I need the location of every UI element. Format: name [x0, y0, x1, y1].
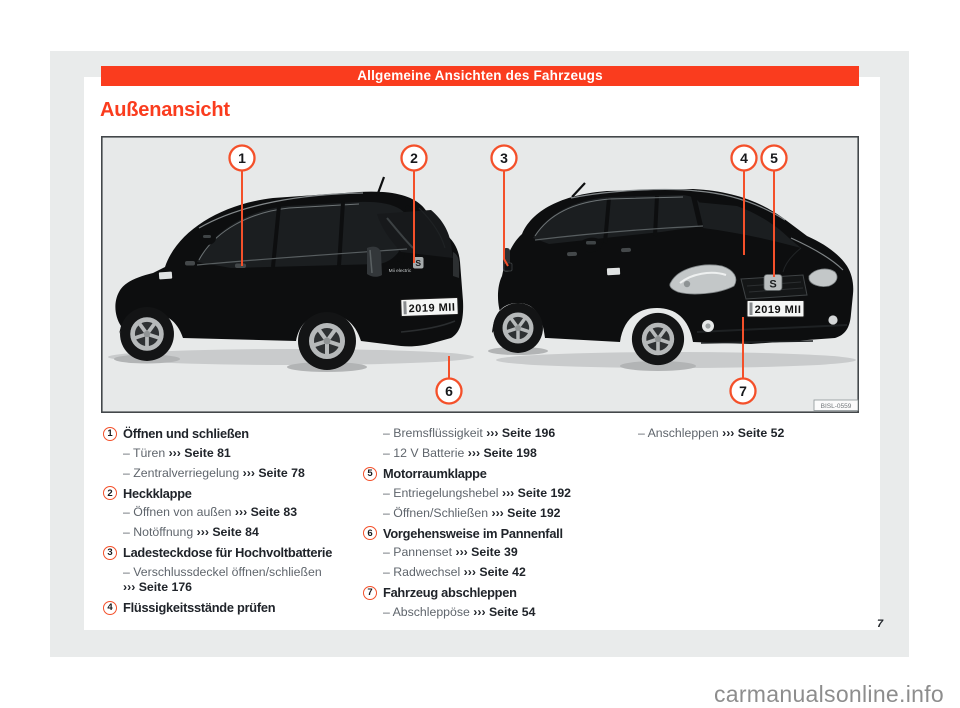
- legend-subitem-text: – Zentralverriegelung: [123, 465, 243, 480]
- tailgate-badge-text: Mii electric: [388, 269, 412, 274]
- legend-page-ref: ››› Seite 198: [467, 446, 537, 460]
- legend-subitem-text: – Öffnen/Schließen: [383, 505, 492, 520]
- svg-text:S: S: [769, 278, 777, 291]
- door-handle: [185, 261, 195, 266]
- legend-page-ref: ››› Seite 192: [491, 505, 561, 520]
- legend-item-number-badge: 7: [363, 586, 377, 600]
- legend-item: [363, 585, 615, 600]
- legend-item-label: Vorgehensweise im Pannenfall: [383, 525, 563, 541]
- legend-column-2: [363, 426, 615, 625]
- door-handle: [567, 252, 577, 257]
- fog-light: [828, 315, 837, 324]
- legend-subitem-text: – Anschleppen: [638, 426, 723, 440]
- legend-page-ref: ››› Seite 78: [242, 465, 305, 480]
- legend-subitem-text: – Verschlussdeckel öffnen/schließen: [123, 564, 322, 579]
- figure-code-label: [814, 400, 858, 411]
- legend-page-ref: ››› Seite 54: [473, 604, 536, 619]
- legend-subitem-text: – Öffnen von außen: [123, 505, 235, 519]
- page-number: 7: [877, 618, 884, 630]
- legend-subitem-text: – Entriegelungshebel: [383, 485, 502, 500]
- callout-number-3: 3: [500, 149, 508, 166]
- legend-subitem-text: – Notöffnung: [123, 525, 197, 539]
- legend-item: [103, 426, 365, 441]
- legend-item-number-badge: 2: [103, 486, 117, 500]
- callout-number-4: 4: [740, 149, 748, 166]
- legend-item: [103, 545, 365, 560]
- legend-page-ref: ››› Seite 81: [168, 445, 231, 460]
- legend-item: [103, 486, 365, 501]
- section-title: Außenansicht: [100, 99, 230, 121]
- legend-item-number-badge: 5: [363, 467, 377, 481]
- legend: [84, 426, 880, 630]
- legend-subitem-text: – Bremsflüssigkeit: [383, 426, 487, 440]
- legend-subitem: [383, 545, 615, 561]
- callout-number-2: 2: [410, 149, 418, 166]
- vehicle-figure: [101, 136, 859, 413]
- legend-page-ref: ››› Seite 196: [486, 426, 556, 440]
- legend-item: [363, 526, 615, 541]
- callout-number-6: 6: [445, 382, 453, 399]
- legend-page-ref: ››› Seite 176: [123, 580, 193, 594]
- legend-subitem: [383, 605, 615, 621]
- wheel: [120, 307, 174, 361]
- legend-item-label: Öffnen und schließen: [123, 426, 249, 441]
- legend-subitem-text: – Abschleppöse: [383, 604, 474, 619]
- door-handle: [235, 264, 246, 269]
- callout-number-5: 5: [770, 149, 778, 166]
- legend-subitem: [123, 565, 365, 596]
- legend-page-ref: ››› Seite 83: [234, 505, 298, 519]
- legend-subitem: [383, 565, 615, 581]
- legend-item-label: Flüssigkeitsstände prüfen: [123, 600, 276, 615]
- legend-subitem: [383, 426, 615, 442]
- door-handle: [621, 248, 631, 253]
- legend-item-label: Fahrzeug abschleppen: [383, 585, 517, 600]
- vehicle-figure-svg: [101, 136, 859, 413]
- legend-subitem-text: – Türen: [123, 445, 169, 460]
- legend-page-ref: ››› Seite 39: [455, 545, 518, 559]
- wheel: [298, 312, 356, 370]
- front-license-plate: [747, 301, 804, 318]
- legend-item-label: Heckklappe: [123, 485, 192, 501]
- manual-page: [84, 68, 880, 630]
- svg-text:2019 MII: 2019 MII: [408, 301, 456, 316]
- legend-column-1: [103, 426, 365, 620]
- legend-page-ref: ››› Seite 42: [463, 565, 526, 579]
- side-badge: [607, 268, 620, 276]
- side-badge: [159, 272, 172, 280]
- legend-item: [103, 600, 365, 615]
- legend-page-ref: ››› Seite 52: [722, 426, 785, 440]
- svg-text:BISL-0559: BISL-0559: [820, 403, 852, 410]
- svg-text:2019 MII: 2019 MII: [754, 304, 802, 316]
- legend-item-number-badge: 4: [103, 601, 117, 615]
- legend-subitem: [383, 486, 615, 502]
- legend-subitem: [123, 525, 365, 541]
- legend-subitem: [383, 506, 615, 522]
- callout-number-7: 7: [739, 382, 747, 399]
- headlight: [809, 269, 837, 287]
- chapter-header-bar: Allgemeine Ansichten des Fahrzeugs: [101, 66, 859, 86]
- legend-subitem: [123, 505, 365, 521]
- legend-subitem-text: – Pannenset: [383, 545, 456, 559]
- legend-subitem: [123, 446, 365, 462]
- legend-item-number-badge: 1: [103, 427, 117, 441]
- legend-page-ref: ››› Seite 192: [501, 485, 571, 500]
- legend-subitem: [383, 446, 615, 462]
- wheel: [493, 303, 543, 353]
- legend-item-number-badge: 6: [363, 526, 377, 540]
- legend-subitem: [123, 466, 365, 482]
- watermark: carmanualsonline.info: [713, 681, 944, 707]
- legend-item-label: Ladesteckdose für Hochvoltbatterie: [123, 545, 333, 560]
- legend-item-number-badge: 3: [103, 546, 117, 560]
- legend-page-ref: ››› Seite 84: [196, 525, 259, 539]
- rear-license-plate: [401, 298, 459, 317]
- legend-column-3: [618, 426, 862, 446]
- legend-subitem-text: – Radwechsel: [383, 565, 464, 579]
- legend-subitem: [638, 426, 862, 442]
- svg-text:S: S: [415, 258, 422, 268]
- taillight: [367, 247, 382, 277]
- legend-subitem-text: – 12 V Batterie: [383, 446, 468, 460]
- callout-number-1: 1: [238, 149, 246, 166]
- legend-item: [363, 466, 615, 481]
- wheel: [632, 313, 684, 365]
- legend-item-label: Motorraumklappe: [383, 466, 487, 481]
